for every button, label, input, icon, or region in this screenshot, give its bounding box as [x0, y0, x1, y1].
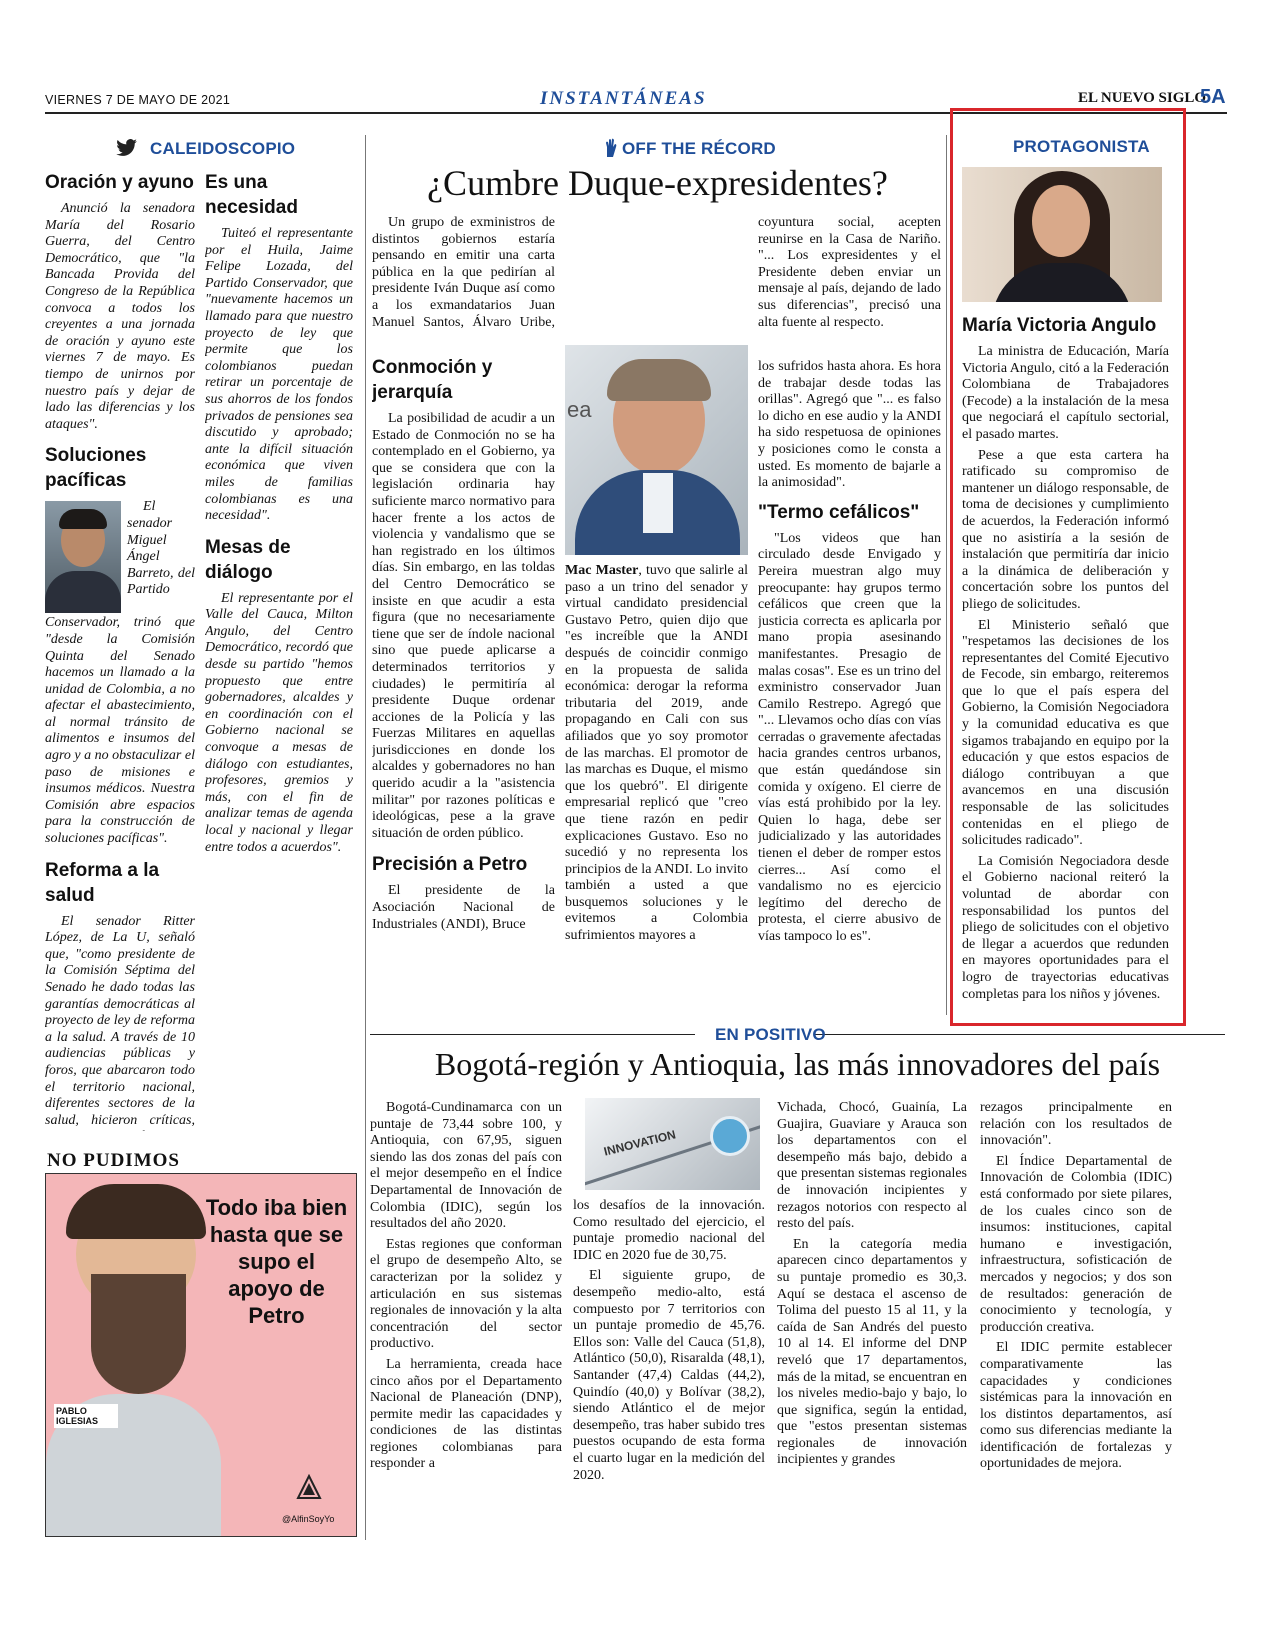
- en-positivo-paragraph: Bogotá-Cundinamarca con un puntaje de 73,44 sobre 100, y Antioquia, con 67,95, siguen siendo las dos zonas del país con el mejor desempeño en el Índice Departamental de Innovación de Colombia (IDIC), según los resultados del año 2020.: [370, 1100, 562, 1232]
- twitter-bird-icon: [116, 139, 138, 157]
- avatar: [45, 501, 121, 613]
- item-title: Oración y ayuno: [45, 172, 194, 193]
- protagonista-paragraph: Pese a que esta cartera ha ratificado su compromiso de mantener un diálogo responsable, de toma de decisiones y cumplimiento de acuerdos, la Federación informó que no asistiría a la sesión de instalación que permitiría dar inicio a la dinámica de deliberación y concertación sobre los puntos del pliego de solicitudes.: [962, 447, 1169, 612]
- caleidoscopio-label: CALEIDOSCOPIO: [150, 139, 296, 158]
- cartoon-credit: @AlfinSoyYo: [282, 1514, 335, 1524]
- en-positivo-paragraph: Estas regiones que conforman el grupo de desempeño Alto, se caracterizan por la solidez y articulación en sus sistemas regionales de innovación y la alta concentración del sector productivo.: [370, 1236, 562, 1352]
- subhead-precision: Precisión a Petro: [372, 854, 528, 876]
- en-positivo-paragraph: El Índice Departamental de Innovación de Colombia (IDIC) está conformado por siete pilares, de los cuales cinco son de insumos: instituciones, capital humano e investigación, infraestructura, sofisticación de mercados y negocios; y dos son de resultados: generación de conocimiento y tecnología, y producción creativa.: [980, 1153, 1172, 1335]
- en-positivo-col-2: [573, 1198, 765, 1540]
- cartoon-name-tag: PABLO IGLESIAS: [54, 1404, 118, 1428]
- off-record-body-5: "Los videos que han circulado desde Envigado y Pereira muestran algo muy preocupante: hay grupos termo cefálicos que creen que la justicia correcta es aplicarla por mano propia asesinando manifestantes. Presagio de malas cosas". Ese es un trino del exministro conservador Juan Camilo Restrepo. Agregó que "... Llevamos ocho días con vías cerradas o gravemente afectadas hacia grandes centros urbanos, que están quedándose sin comida y oxígeno. El cierre de vías está prohibido por la ley. Quien lo haga, debe ser judicializado y las autoridades tienen el deber de romper estos cierres... Así como el vandalismo no es ejercicio legítimo del derecho de protesta, el cierre abusivo de vías tampoco lo es".: [758, 530, 941, 944]
- protagonista-name: María Victoria Angulo: [962, 315, 1157, 336]
- item-body: Tuiteó el representante por el Huila, Jaime Felipe Lozada, del Partido Conservador, que "nuevamente hacemos un llamado para que nuestro proyecto de ley que permite que los colombianos puedan retirar un porcentaje de sus ahorros de los fondos privados de pensiones sea discutido y aprobado; ante la difícil situación económica que viven miles de familias colombianas es una necesidad".: [205, 226, 353, 524]
- en-positivo-paragraph: Vichada, Chocó, Guainía, La Guajira, Guaviare y Arauca son los departamentos con el desempeño más bajo, debido a que presentan sistemas regionales de innovación incipientes y rezagos notorios con respecto al resto del país.: [777, 1100, 967, 1232]
- en-positivo-paragraph: los desafíos de la innovación. Como resultado del ejercicio, el puntaje promedio nacional del IDIC en 2020 fue de 30,75.: [573, 1198, 765, 1263]
- caleidoscopio-col-2: [205, 166, 353, 1131]
- column-divider: [946, 135, 947, 1015]
- protagonista-paragraph: La Comisión Negociadora desde el Gobierno nacional reiteró la voluntad de abordar con responsabilidad los puntos del pliego de solicitudes con el objetivo de llegar a acuerdos que redunden en mayores oportunidades para el logro de trayectorias educativas completas para los niños y jóvenes.: [962, 853, 1169, 1002]
- innovation-image-text: INNOVATION: [602, 1127, 678, 1159]
- off-record-col-2: [565, 345, 748, 1015]
- en-positivo-paragraph: En la categoría media aparecen cinco departamentos y su puntaje promedio es 30,3. Aquí se destaca el ascenso de Tolima del puesto 15 al 11, y la caída de San Andrés del puesto 10 al 14. El informe del DNP reveló que 17 departamentos, más de la mitad, se encuentran en los niveles medio-bajo y bajo, lo que significa, según la entidad, que "estos presentan sistemas regionales de innovación incipientes y grandes: [777, 1236, 967, 1468]
- en-positivo-col-4: [980, 1100, 1172, 1540]
- protagonista-paragraph: El Ministerio señaló que "respetamos las decisiones de los representantes del Comité Ejecutivo de Fecode, sin embargo, reiteremos que lo que el país espera del Gobierno, la Comisión Negociadora y la comunidad educativa es que sigamos trabajando en equipo por la educación y que estos espacios de diálogo contribuyan a que avancemos en una discusión responsable de las solicitudes contenidas en el pliego de solicitudes radicado".: [962, 617, 1169, 849]
- item-title: Es una necesidad: [205, 172, 298, 218]
- item-body: El senador Ritter López, de La U, señaló que, "como presidente de la Comisión Séptima del Senado he dado todas las garantías democráticas al proyecto de ley de reforma a la salud. A través de 10 audiencias públicas y foros, que abarcaron todo el territorio nacional, diferentes sectores de la salud, hicieron críticas,: [45, 913, 195, 1128]
- section-title: INSTANTÁNEAS: [540, 88, 707, 109]
- en-positivo-col-1: [370, 1100, 562, 1540]
- off-record-body-4: los sufridos hasta ahora. Es hora de trabajar desde todas las orillas". Agregó que "... es falso lo dicho en ese audio y la ANDI ha sido respetuosa de opiniones y posiciones como le consta a usted. Es momento de bajarle a la animosidad".: [758, 359, 941, 491]
- item-body: Anunció la senadora María del Rosario Guerra, del Centro Democrático, que "la Bancada Provida del Congreso de la República convoca a todos los creyentes a una jornada de oración y ayuno este viernes 7 de mayo. Es tiempo de unirnos por nuestro país y dejar de lado las diferencias y los ataques".: [45, 201, 195, 432]
- caleidoscopio-col-1: [45, 166, 195, 1131]
- photo-maria-victoria-angulo: [962, 167, 1162, 302]
- issue-date: VIERNES 7 DE MAYO DE 2021: [45, 93, 231, 107]
- newspaper-name: EL NUEVO SIGLO: [1078, 90, 1207, 106]
- cartoon-bubble: Todo iba bien hasta que se supo el apoyo de Petro: [205, 1195, 348, 1328]
- off-record-body-2: El presidente de la Asociación Nacional de Industriales (ANDI), Bruce: [372, 883, 555, 932]
- item-title: Reforma a la salud: [45, 859, 160, 906]
- off-record-intro-cont: coyuntura social, acepten reunirse en la Casa de Nariño. "... Los expresidentes y el Presidente deben enviar un mensaje al país, dejando de lado sus diferencias", precisó una alta fuente al respecto.: [758, 215, 941, 330]
- page-number: 5A: [1200, 86, 1226, 108]
- off-record-body-3: [565, 563, 748, 945]
- en-positivo-paragraph: El siguiente grupo, de desempeño medio-alto, está compuesto por 7 territorios con un puntaje promedio de 45,76. Ellos son: Valle del Cauca (51,8), Atlántico (50,0), Risaralda (48,1), Santander (47,4) Caldas (44,2), Quindío (40,0) y Bolívar (38,2), siendo Atlántico el de mejor desempeño, tras haber subido tres puestos ocupando de esta forma el cuarto lugar en la medición del 2020.: [573, 1268, 765, 1483]
- en-positivo-paragraph: La herramienta, creada hace cinco años por el Departamento Nacional de Planeación (DNP), permite medir las capacidades y condiciones de las distintas regiones colombianas para responder a: [370, 1356, 562, 1472]
- photo-mac-master: ea: [565, 345, 748, 555]
- item-body: El representante por el Valle del Cauca, Milton Angulo, del Centro Democrático, recordó que desde su partido "hemos propuesto que entre gobernadores, alcaldes y en coordinación con el Gobierno nacional se convoque a mesas de diálogo con estudiantes, profesores, gremios y más, con el fin de analizar temas de agenda local y nacional y llegar entre todos a acuerdos".: [205, 590, 353, 855]
- item-title: Mesas de diálogo: [205, 536, 291, 583]
- en-positivo-label: EN POSITIVO: [715, 1025, 826, 1044]
- off-record-label: OFF THE RÉCORD: [622, 139, 776, 158]
- off-record-body-1: La posibilidad de acudir a un Estado de Conmoción no se ha contemplado en el Gobierno, ya que se considera que con la legislación ordinaria hay suficiente marco normativo para hacer frente a los actos de violencia y vandalismo que se han registrado en los últimos días. Sin embargo, en las toldas del Centro Democrático se insiste en que acudir a esta figura (que no necesariamente tiene que ser de índole nacional sino que puede aplicarse a determinados territorios y ciudades) le permitiría al presidente Duque ordenar acciones de la Policía y las Fuerzas Militares en aquellas jurisdicciones en donde los alcaldes y gobernadores no han querido acudir a la "asistencia militar" por razones políticas e ideológicas, pese a la grave situación de orden público.: [372, 411, 555, 841]
- cartoon: [45, 1173, 357, 1537]
- off-record-col-3: [758, 215, 941, 1015]
- column-divider: [365, 135, 366, 1540]
- cartoon-character: [46, 1174, 216, 1536]
- no-pudimos-label: NO PUDIMOS: [47, 1150, 180, 1171]
- caption-name: Mac Master: [565, 563, 639, 578]
- innovation-image: [585, 1098, 760, 1190]
- off-record-intro: Un grupo de exministros de distintos gobiernos estaría pensando en emitir una carta pública en la que pedirían al presidente Iván Duque así como a los exmandatarios Juan Manuel Santos, Álvaro Uribe,: [372, 215, 555, 330]
- off-record-body-3-text: , tuvo que salirle al paso a un trino del senador y virtual candidato presidencial Gustavo Petro, quien dijo que "es increíble que la ANDI después de coincidir conmigo en la propuesta de salida económica: derogar la reforma tributaria del 2019, ande propagando en Cali con sus afiliados que yo soy promotor de las marchas. El promotor de las marchas es Duque, el mismo que los quebró". El dirigente empresarial replicó que "creo que tiene razón en pedir explicaciones Gustavo. Eso no sucedió y no representa los principios de la ANDI. Lo invito también a usted a que busquemos soluciones y le evitemos a Colombia sufrimientos mayores a: [565, 563, 748, 944]
- off-record-headline: ¿Cumbre Duque-expresidentes?: [427, 163, 888, 203]
- protagonista-paragraph: La ministra de Educación, María Victoria Angulo, citó a la Federación Colombiana de Trabajadores (Fecode) a la instalación de la mesa que negociará el capítulo sectorial, el pasado martes.: [962, 344, 1169, 442]
- en-positivo-rule: [370, 1034, 695, 1035]
- en-positivo-headline: Bogotá-región y Antioquia, las más innovadores del país: [434, 1046, 1161, 1082]
- en-positivo-paragraph: El IDIC permite establecer comparativamente las capacidades y condiciones sistémicas para la innovación en los distintos departamentos, así como sus diferencias mediante la identificación de fortalezas y oportunidades de mejora.: [980, 1340, 1172, 1472]
- hand-icon: [604, 138, 618, 158]
- triangle-logo-icon: [296, 1474, 322, 1500]
- protagonista-text: [962, 344, 1169, 1016]
- off-record-col-1: [372, 215, 555, 1015]
- protagonista-label: PROTAGONISTA: [1013, 137, 1150, 156]
- item-body: El senador Miguel Ángel Barreto, del Partido Conservador, trinó que "desde la Comisión Quinta del Senado hacemos un llamado a la unidad de Colombia, a no afectar el abastecimiento, al normal tránsito de alimentos e insumos del agro y a no obstaculizar el paso de misiones e insumos médicos. Nuestra Comisión abre espacios para la construcción de soluciones pacíficas".: [45, 499, 195, 847]
- en-positivo-rule: [815, 1034, 1225, 1035]
- subhead-termo: "Termo cefálicos": [758, 501, 920, 523]
- subhead-conmocion: Conmoción y jerarquía: [372, 357, 493, 403]
- en-positivo-paragraph: rezagos principalmente en relación con los resultados de innovación".: [980, 1100, 1172, 1149]
- en-positivo-col-3: [777, 1100, 967, 1540]
- item-title: Soluciones pacíficas: [45, 445, 147, 492]
